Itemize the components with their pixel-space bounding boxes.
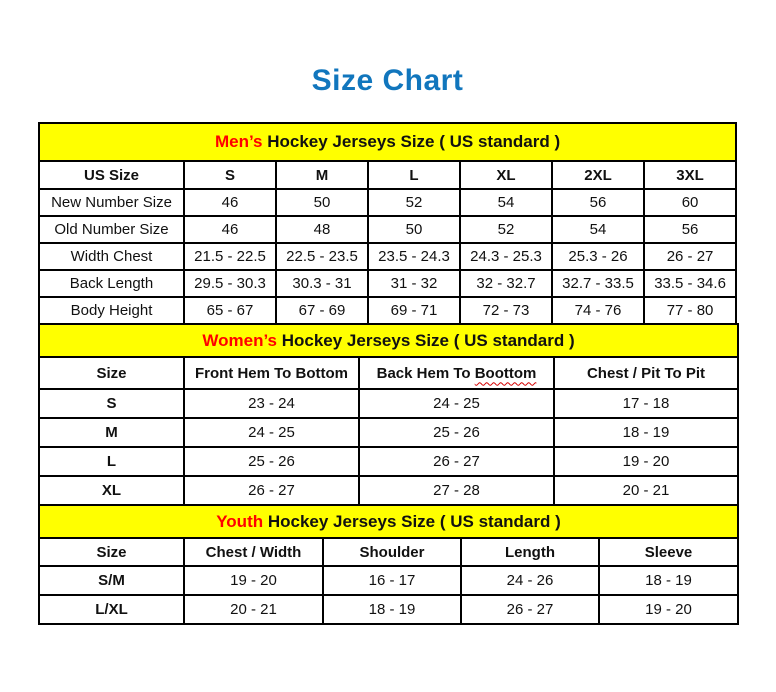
- womens-value-cell: 19 - 20: [554, 447, 738, 476]
- mens-value-cell: 52: [368, 189, 460, 216]
- mens-band-text: Hockey Jerseys Size ( US standard ): [262, 132, 561, 151]
- mens-row-label-cell: New Number Size: [39, 189, 184, 216]
- womens-column-header: Chest / Pit To Pit: [554, 357, 738, 389]
- mens-band-cell: [39, 123, 736, 161]
- mens-value-cell: 30.3 - 31: [276, 270, 368, 297]
- youth-section-band: [39, 505, 738, 538]
- womens-section-band: [39, 324, 738, 357]
- womens-value-cell: 20 - 21: [554, 476, 738, 505]
- youth-column-header: Length: [461, 538, 599, 566]
- youth-band-cell: [39, 505, 738, 538]
- mens-row-label-cell: Body Height: [39, 297, 184, 324]
- womens-value-cell: 25 - 26: [184, 447, 359, 476]
- womens-value-cell: 24 - 25: [359, 389, 554, 418]
- youth-header-row: [39, 538, 738, 566]
- mens-value-cell: 25.3 - 26: [552, 243, 644, 270]
- womens-value-cell: 17 - 18: [554, 389, 738, 418]
- womens-table-row: [39, 389, 738, 418]
- youth-column-header: Shoulder: [323, 538, 461, 566]
- mens-value-cell: 50: [368, 216, 460, 243]
- misspelled-word-spellcheck-underline: Boottom: [474, 364, 537, 382]
- mens-value-cell: 21.5 - 22.5: [184, 243, 276, 270]
- mens-value-cell: 52: [460, 216, 552, 243]
- mens-column-header: US Size: [39, 161, 184, 189]
- youth-column-header: Sleeve: [599, 538, 738, 566]
- mens-value-cell: 46: [184, 189, 276, 216]
- womens-value-cell: 26 - 27: [359, 447, 554, 476]
- womens-band-text: Hockey Jerseys Size ( US standard ): [277, 330, 575, 350]
- mens-size-table: [38, 122, 737, 325]
- youth-table-row: [39, 595, 738, 624]
- womens-value-cell: 27 - 28: [359, 476, 554, 505]
- mens-column-header: S: [184, 161, 276, 189]
- mens-value-cell: 74 - 76: [552, 297, 644, 324]
- youth-value-cell: 19 - 20: [184, 566, 323, 595]
- mens-band-highlight: Men’s: [214, 132, 263, 151]
- womens-column-header: Front Hem To Bottom: [184, 357, 359, 389]
- mens-value-cell: 24.3 - 25.3: [460, 243, 552, 270]
- mens-value-cell: 65 - 67: [184, 297, 276, 324]
- page-title: Size Chart: [311, 64, 464, 97]
- mens-header-row: [39, 161, 736, 189]
- mens-value-cell: 23.5 - 24.3: [368, 243, 460, 270]
- mens-value-cell: 48: [276, 216, 368, 243]
- mens-column-header: L: [368, 161, 460, 189]
- youth-value-cell: 19 - 20: [599, 595, 738, 624]
- youth-value-cell: 20 - 21: [184, 595, 323, 624]
- mens-row-label-cell: Old Number Size: [39, 216, 184, 243]
- mens-value-cell: 69 - 71: [368, 297, 460, 324]
- womens-column-header: Size: [39, 357, 184, 389]
- mens-section-band: [39, 123, 736, 161]
- womens-row-label-cell: XL: [39, 476, 184, 505]
- mens-value-cell: 33.5 - 34.6: [644, 270, 736, 297]
- mens-table-row: [39, 189, 736, 216]
- womens-header-row: [39, 357, 738, 389]
- youth-value-cell: 16 - 17: [323, 566, 461, 595]
- youth-band-highlight: Youth: [216, 511, 264, 531]
- womens-row-label-cell: M: [39, 418, 184, 447]
- youth-column-header: Chest / Width: [184, 538, 323, 566]
- youth-row-label-cell: S/M: [39, 566, 184, 595]
- womens-table-row: [39, 476, 738, 505]
- womens-row-label-cell: S: [39, 389, 184, 418]
- mens-row-label-cell: Width Chest: [39, 243, 184, 270]
- youth-table-row: [39, 566, 738, 595]
- mens-value-cell: 72 - 73: [460, 297, 552, 324]
- youth-band-text: Hockey Jerseys Size ( US standard ): [263, 511, 561, 531]
- youth-value-cell: 18 - 19: [323, 595, 461, 624]
- womens-band-cell: [39, 324, 738, 357]
- mens-value-cell: 31 - 32: [368, 270, 460, 297]
- mens-value-cell: 54: [552, 216, 644, 243]
- mens-column-header: 3XL: [644, 161, 736, 189]
- youth-column-header: Size: [39, 538, 184, 566]
- youth-value-cell: 26 - 27: [461, 595, 599, 624]
- mens-column-header: M: [276, 161, 368, 189]
- mens-value-cell: 50: [276, 189, 368, 216]
- mens-value-cell: 67 - 69: [276, 297, 368, 324]
- mens-table-row: [39, 270, 736, 297]
- womens-band-highlight: Women’s: [202, 330, 277, 350]
- mens-table-row: [39, 297, 736, 324]
- womens-value-cell: 26 - 27: [184, 476, 359, 505]
- womens-value-cell: 23 - 24: [184, 389, 359, 418]
- youth-value-cell: 24 - 26: [461, 566, 599, 595]
- mens-column-header: 2XL: [552, 161, 644, 189]
- youth-value-cell: 18 - 19: [599, 566, 738, 595]
- mens-value-cell: 54: [460, 189, 552, 216]
- mens-value-cell: 32.7 - 33.5: [552, 270, 644, 297]
- mens-table-row: [39, 243, 736, 270]
- mens-value-cell: 46: [184, 216, 276, 243]
- header-text: Back Hem To: [376, 364, 475, 382]
- mens-value-cell: 32 - 32.7: [460, 270, 552, 297]
- womens-size-table: [38, 323, 739, 506]
- youth-row-label-cell: L/XL: [39, 595, 184, 624]
- mens-row-label-cell: Back Length: [39, 270, 184, 297]
- mens-table-row: [39, 216, 736, 243]
- mens-value-cell: 77 - 80: [644, 297, 736, 324]
- mens-value-cell: 26 - 27: [644, 243, 736, 270]
- womens-value-cell: 18 - 19: [554, 418, 738, 447]
- womens-value-cell: 25 - 26: [359, 418, 554, 447]
- womens-value-cell: 24 - 25: [184, 418, 359, 447]
- womens-column-header: [359, 357, 554, 389]
- mens-value-cell: 29.5 - 30.3: [184, 270, 276, 297]
- womens-row-label-cell: L: [39, 447, 184, 476]
- size-chart-content: [38, 60, 737, 625]
- womens-table-row: [39, 447, 738, 476]
- youth-size-table: [38, 504, 739, 625]
- size-tables-container: [38, 122, 737, 625]
- mens-value-cell: 56: [644, 216, 736, 243]
- womens-table-row: [39, 418, 738, 447]
- mens-value-cell: 22.5 - 23.5: [276, 243, 368, 270]
- mens-value-cell: 60: [644, 189, 736, 216]
- mens-column-header: XL: [460, 161, 552, 189]
- mens-value-cell: 56: [552, 189, 644, 216]
